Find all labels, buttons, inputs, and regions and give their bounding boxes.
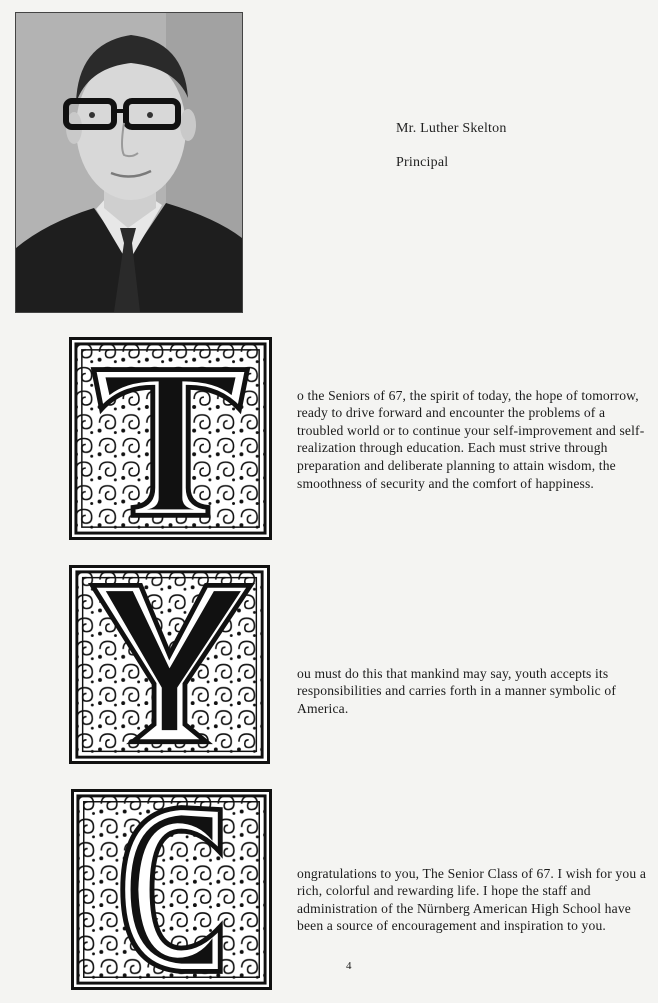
principal-title: Principal: [396, 155, 449, 170]
ornamental-letter-t-icon: [69, 337, 272, 540]
paragraph-t: o the Seniors of 67, the spirit of today, the hope of tomorrow, ready to drive forward and encounter the problems of a troubled world or to continue your self-improvement and self-realization through education. Each must strive through preparation and deliberate planning to attain wisdom, the smoothness of security and the comfort of happiness.: [297, 387, 645, 491]
ornamental-letter-y-icon: [69, 565, 270, 764]
paragraph-c: ongratulations to you, The Senior Class of 67. I wish for you a rich, colorful and rewarding life. I hope the staff and administration of the Nürnberg American High School have been a source of encouragement and inspiration to you.: [297, 865, 647, 934]
paragraph-y: ou must do this that mankind may say, youth accepts its responsibilities and carries forth in a manner symbolic of America.: [297, 665, 617, 716]
page-number: 4: [346, 960, 352, 972]
ornamental-letter-c-icon: [71, 789, 272, 990]
portrait-illustration: [16, 13, 242, 312]
principal-photo: [15, 12, 243, 313]
principal-name: Mr. Luther Skelton: [396, 121, 507, 136]
